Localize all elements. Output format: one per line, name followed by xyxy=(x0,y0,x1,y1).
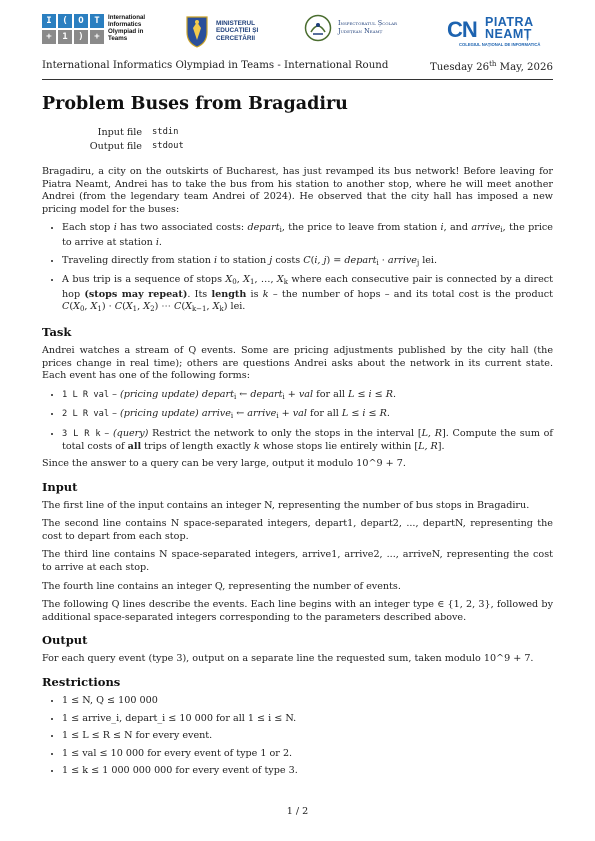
restriction-item: • 1 ≤ L ≤ R ≤ N for every event. xyxy=(62,730,553,743)
pricing-rules xyxy=(42,222,553,316)
ministry-text-line: EDUCAȚIEI ȘI xyxy=(216,27,259,35)
event-item: • 3 L R k – (query) Restrict the network to only the stops in the interval [L, R]. Compute the sum of total costs of all trips of length exactly k whose stops lie entirely within [L, R]. xyxy=(62,428,553,453)
ministry-text-line: MINISTERUL xyxy=(216,19,256,27)
intro-paragraph: Bragadiru, a city on the outskirts of Bucharest, has just revamped its bus network! Before leaving for Piatra Neamt, Andrei has to take the bus from his station to another stop, where he will meet another Andrei (from the legendary team Andrei of 2024). He observed that the city hall has imposed a new pricing model for the buses: xyxy=(42,166,553,215)
logo-bar xyxy=(42,14,557,52)
cn-city-line: NEAMȚ xyxy=(485,27,532,41)
input-heading: Input xyxy=(42,479,78,494)
io-files xyxy=(84,126,553,153)
isj-text-line: Inspectoratul Școlar xyxy=(338,19,398,28)
input-file-label: Input file xyxy=(97,127,142,138)
contest-date xyxy=(430,60,553,73)
page-number: 1 / 2 xyxy=(286,806,309,817)
ioit-cell: + xyxy=(90,30,104,44)
isj-text-line: Județean Neamț xyxy=(338,27,383,35)
input-line: The second line contains N space-separated integers, depart1, depart2, ..., departN, representing the cost to depart from each stop. xyxy=(42,518,553,542)
ministry-text-line: CERCETĂRII xyxy=(216,34,256,42)
problem-title: Problem Buses from Bragadiru xyxy=(42,94,348,114)
ioit-cell: I xyxy=(42,14,56,28)
modulo-note: Since the answer to a query can be very large, output it modulo 10^9 + 7. xyxy=(42,458,406,470)
output-heading: Output xyxy=(42,633,88,648)
restrictions-heading: Restrictions xyxy=(42,675,121,690)
isj-emblem-icon xyxy=(304,14,332,42)
ioit-cell: T xyxy=(90,14,104,28)
rule-item: • A bus trip is a sequence of stops $X_0$, $X_1$, …, $X_k$ where each consecutive pair is connected by a direct hop (stops may repeat). Its length is k – the number of hops – and its total cost is the product $C(X_0$, $X_1) \cdot C(X_1$, $X_2$) ⋯ $C(X_{k-1}$, $X_k$) lei. xyxy=(62,274,553,316)
input-file-row xyxy=(84,126,553,140)
restriction-item: • 1 ≤ val ≤ 10 000 for every event of type 1 or 2. xyxy=(62,748,553,761)
input-line: The first line of the input contains an integer N, representing the number of bus stops in Bragadiru. xyxy=(42,499,530,511)
restriction-item: • 1 ≤ k ≤ 1 000 000 000 for every event of type 3. xyxy=(62,765,553,778)
rule-item: • Each stop i has two associated costs: depart$_i$, the price to leave from station i, and arrive$_i$, the price to arrive at station i. xyxy=(62,222,553,249)
ministry-logo-text xyxy=(216,20,258,42)
event-item: • 1 L R val – (pricing update) depart$_i$ ← depart$_i$ + val for all L ≤ i ≤ R. xyxy=(62,389,553,404)
event-item: • 2 L R val – (pricing update) arrive$_i$ ← arrive$_i$ + val for all L ≤ i ≤ R. xyxy=(62,408,553,423)
date-rest: May, 2026 xyxy=(496,62,553,73)
problem-content xyxy=(42,94,553,783)
ioit-text-line: International xyxy=(108,14,146,21)
output-file-label: Output file xyxy=(89,140,142,152)
restriction-item: • 1 ≤ N, Q ≤ 100 000 xyxy=(62,695,553,708)
ioit-cell: ( xyxy=(58,14,72,28)
input-line: The third line contains N space-separated integers, arrive1, arrive2, ..., arriveN, representing the cost to arrive at each stop. xyxy=(42,549,553,574)
date-suffix-sup: th xyxy=(489,60,497,68)
ioit-logo-grid xyxy=(42,14,104,44)
contest-name: International Informatics Olympiad in Teams - International Round xyxy=(42,60,389,71)
task-heading: Task xyxy=(42,324,72,339)
cn-city-line: PIATRA xyxy=(485,15,534,29)
date-prefix: Tuesday 26 xyxy=(429,62,490,73)
event-types xyxy=(42,389,553,453)
cn-logo-city xyxy=(485,16,534,40)
ioit-cell: ) xyxy=(74,30,88,44)
ioit-logo-text xyxy=(108,14,145,42)
restrictions-list xyxy=(42,695,553,778)
ioit-text-line: Informatics xyxy=(108,21,142,28)
header-rule xyxy=(42,79,553,80)
input-file-value: stdin xyxy=(152,127,179,137)
input-line: The following Q lines describe the events. Each line begins with an integer type ∈ {1, 2, 3}, followed by additional space-separated integers corresponding to the parameters described above. xyxy=(42,599,553,623)
ioit-logo xyxy=(42,14,145,44)
ioit-text-line: Olympiad in xyxy=(108,28,144,35)
ministry-logo xyxy=(184,14,258,48)
restriction-item: • 1 ≤ arrive_i, depart_i ≤ 10 000 for all 1 ≤ i ≤ N. xyxy=(62,713,553,726)
isj-logo xyxy=(304,14,397,42)
cn-logo-subtitle: COLEGIUL NAȚIONAL DE INFORMATICĂ xyxy=(459,42,541,47)
cn-piatra-neamt-logo xyxy=(447,14,557,50)
ioit-cell: O xyxy=(74,14,88,28)
rule-item: • Traveling directly from station i to station j costs C(i, j) = depart$_i$ · arrive$_j$ lei. xyxy=(62,255,553,270)
cn-logo-letters: CN xyxy=(447,17,477,42)
output-line: For each query event (type 3), output on a separate line the requested sum, taken modulo 10^9 + 7. xyxy=(42,653,534,665)
output-file-value: stdout xyxy=(152,140,184,151)
ioit-cell: + xyxy=(42,30,56,44)
input-line: The fourth line contains an integer Q, representing the number of events. xyxy=(42,580,401,592)
output-file-row xyxy=(84,140,553,154)
isj-logo-text xyxy=(338,20,397,35)
ministry-crest-icon xyxy=(184,14,210,48)
running-header xyxy=(42,60,553,71)
ioit-text-line: Teams xyxy=(108,35,128,42)
ioit-cell: 1 xyxy=(58,30,72,44)
task-paragraph: Andrei watches a stream of Q events. Some are pricing adjustments published by the city hall (the prices change in real time); others are questions Andrei asks about the network in its current state. Each event has one of the following forms: xyxy=(42,344,553,382)
